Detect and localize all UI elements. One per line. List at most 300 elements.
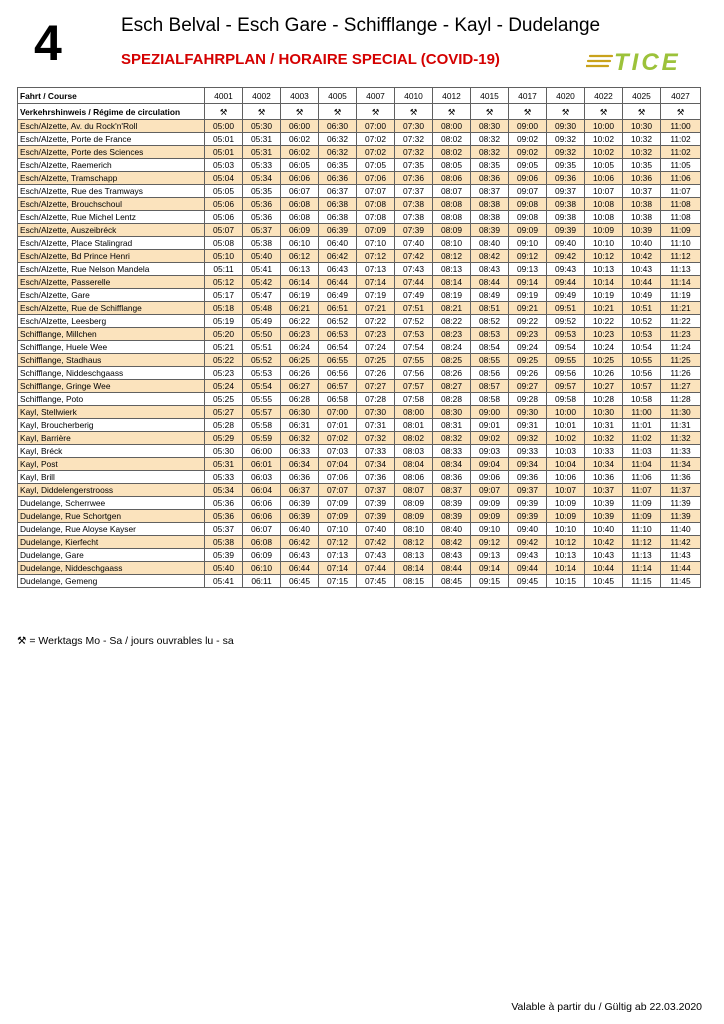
departure-time: 05:38 <box>205 536 243 549</box>
stop-row <box>18 510 701 523</box>
departure-time: 08:42 <box>433 536 471 549</box>
departure-time: 07:39 <box>357 510 395 523</box>
departure-time: 10:01 <box>547 419 585 432</box>
departure-time: 05:31 <box>243 146 281 159</box>
stop-row <box>18 458 701 471</box>
departure-time: 08:06 <box>433 172 471 185</box>
departure-time: 06:08 <box>243 536 281 549</box>
stop-row <box>18 211 701 224</box>
hammer-pick-icon: ⚒ <box>17 635 27 647</box>
departure-time: 06:01 <box>243 458 281 471</box>
departure-time: 05:29 <box>205 432 243 445</box>
departure-time: 08:36 <box>433 471 471 484</box>
departure-time: 06:32 <box>281 432 319 445</box>
departure-time: 07:02 <box>319 432 357 445</box>
departure-time: 09:28 <box>509 393 547 406</box>
stop-name: Esch/Alzette, Tramschapp <box>18 172 205 185</box>
departure-time: 07:32 <box>357 432 395 445</box>
departure-time: 11:07 <box>623 484 661 497</box>
departure-time: 06:44 <box>319 276 357 289</box>
departure-time: 05:20 <box>205 328 243 341</box>
departure-time: 10:57 <box>623 380 661 393</box>
departure-time: 09:13 <box>471 549 509 562</box>
departure-time: 05:30 <box>205 445 243 458</box>
departure-time: 07:44 <box>395 276 433 289</box>
departure-time: 09:55 <box>547 354 585 367</box>
departure-time: 08:44 <box>433 562 471 575</box>
departure-time: 05:36 <box>243 211 281 224</box>
departure-time: 07:23 <box>357 328 395 341</box>
departure-time: 09:27 <box>509 380 547 393</box>
departure-time: 08:14 <box>433 276 471 289</box>
departure-time: 10:44 <box>585 562 623 575</box>
stop-name: Dudelange, Kierfecht <box>18 536 205 549</box>
departure-time: 07:14 <box>319 562 357 575</box>
departure-time: 05:40 <box>243 250 281 263</box>
stop-name: Dudelange, Niddeschgaass <box>18 562 205 575</box>
stop-row <box>18 367 701 380</box>
hammer-pick-icon: ⚒ <box>395 104 433 120</box>
departure-time: 08:53 <box>471 328 509 341</box>
departure-time: 10:37 <box>623 185 661 198</box>
departure-time: 08:12 <box>433 250 471 263</box>
departure-time: 07:32 <box>395 146 433 159</box>
departure-time: 07:36 <box>395 172 433 185</box>
departure-time: 05:35 <box>243 185 281 198</box>
departure-time: 06:34 <box>281 458 319 471</box>
departure-time: 06:43 <box>319 263 357 276</box>
departure-time: 05:39 <box>205 549 243 562</box>
departure-time: 08:00 <box>395 406 433 419</box>
departure-time: 06:23 <box>281 328 319 341</box>
departure-time: 08:07 <box>433 185 471 198</box>
departure-time: 07:05 <box>357 159 395 172</box>
departure-time: 11:30 <box>661 406 701 419</box>
departure-time: 10:13 <box>585 263 623 276</box>
departure-time: 10:25 <box>585 354 623 367</box>
departure-time: 10:03 <box>547 445 585 458</box>
departure-time: 07:42 <box>395 250 433 263</box>
departure-time: 06:00 <box>281 120 319 133</box>
stop-row <box>18 562 701 575</box>
departure-time: 10:24 <box>585 341 623 354</box>
departure-time: 06:07 <box>243 523 281 536</box>
departure-time: 07:49 <box>395 289 433 302</box>
departure-time: 09:26 <box>509 367 547 380</box>
departure-time: 11:13 <box>623 549 661 562</box>
trip-number: 4010 <box>395 88 433 104</box>
departure-time: 09:36 <box>509 471 547 484</box>
departure-time: 07:04 <box>319 458 357 471</box>
departure-time: 07:58 <box>395 393 433 406</box>
departure-time: 09:52 <box>547 315 585 328</box>
departure-time: 11:33 <box>661 445 701 458</box>
departure-time: 07:00 <box>319 406 357 419</box>
departure-time: 05:19 <box>205 315 243 328</box>
departure-time: 08:08 <box>433 211 471 224</box>
departure-time: 08:56 <box>471 367 509 380</box>
departure-time: 08:05 <box>433 159 471 172</box>
departure-time: 07:12 <box>319 536 357 549</box>
departure-time: 08:03 <box>395 445 433 458</box>
departure-time: 05:52 <box>243 354 281 367</box>
stop-name: Dudelange, Gare <box>18 549 205 562</box>
departure-time: 05:59 <box>243 432 281 445</box>
departure-time: 10:38 <box>623 211 661 224</box>
stop-name: Esch/Alzette, Av. du Rock'n'Roll <box>18 120 205 133</box>
departure-time: 07:40 <box>395 237 433 250</box>
departure-time: 09:38 <box>547 198 585 211</box>
stop-name: Esch/Alzette, Rue Michel Lentz <box>18 211 205 224</box>
departure-time: 06:39 <box>281 497 319 510</box>
departure-time: 10:33 <box>585 445 623 458</box>
tice-logo-text: TICE <box>614 49 681 75</box>
departure-time: 05:01 <box>205 146 243 159</box>
stop-name: Kayl, Brill <box>18 471 205 484</box>
line-number: 4 <box>34 15 62 71</box>
departure-time: 08:02 <box>395 432 433 445</box>
trip-number: 4022 <box>585 88 623 104</box>
stop-row <box>18 120 701 133</box>
hammer-pick-icon: ⚒ <box>661 104 701 120</box>
departure-time: 09:02 <box>471 432 509 445</box>
departure-time: 07:35 <box>395 159 433 172</box>
hammer-pick-icon: ⚒ <box>281 104 319 120</box>
departure-time: 10:55 <box>623 354 661 367</box>
departure-time: 09:23 <box>509 328 547 341</box>
departure-time: 08:09 <box>433 224 471 237</box>
stop-name: Schifflange, Gringe Wee <box>18 380 205 393</box>
departure-time: 09:05 <box>509 159 547 172</box>
departure-time: 09:09 <box>471 497 509 510</box>
departure-time: 06:11 <box>243 575 281 588</box>
departure-time: 10:38 <box>623 198 661 211</box>
departure-time: 10:02 <box>585 133 623 146</box>
departure-time: 08:04 <box>395 458 433 471</box>
departure-time: 07:14 <box>357 276 395 289</box>
departure-time: 05:06 <box>205 198 243 211</box>
departure-time: 05:18 <box>205 302 243 315</box>
departure-time: 06:57 <box>319 380 357 393</box>
departure-time: 10:53 <box>623 328 661 341</box>
departure-time: 11:36 <box>661 471 701 484</box>
stop-name: Esch/Alzette, Brouchschoul <box>18 198 205 211</box>
departure-time: 06:40 <box>319 237 357 250</box>
departure-time: 09:02 <box>509 146 547 159</box>
tice-logo-speed-lines <box>586 56 612 66</box>
stop-name: Kayl, Barrière <box>18 432 205 445</box>
departure-time: 07:34 <box>357 458 395 471</box>
stop-name: Esch/Alzette, Raemerich <box>18 159 205 172</box>
departure-time: 09:44 <box>547 276 585 289</box>
departure-time: 09:49 <box>547 289 585 302</box>
departure-time: 07:30 <box>395 120 433 133</box>
departure-time: 08:45 <box>433 575 471 588</box>
departure-time: 05:25 <box>205 393 243 406</box>
departure-time: 10:09 <box>547 497 585 510</box>
departure-time: 07:13 <box>357 263 395 276</box>
departure-time: 09:44 <box>509 562 547 575</box>
departure-time: 08:10 <box>395 523 433 536</box>
departure-time: 10:32 <box>585 432 623 445</box>
departure-time: 10:08 <box>585 198 623 211</box>
departure-time: 06:06 <box>281 172 319 185</box>
departure-time: 10:06 <box>585 172 623 185</box>
departure-time: 09:12 <box>509 250 547 263</box>
departure-time: 07:10 <box>357 237 395 250</box>
stop-row <box>18 250 701 263</box>
departure-time: 11:37 <box>661 484 701 497</box>
stop-name: Esch/Alzette, Leesberg <box>18 315 205 328</box>
departure-time: 09:01 <box>471 419 509 432</box>
departure-time: 06:38 <box>319 198 357 211</box>
departure-time: 06:10 <box>243 562 281 575</box>
departure-time: 08:09 <box>395 497 433 510</box>
stop-row <box>18 575 701 588</box>
timetable <box>17 87 701 588</box>
departure-time: 11:02 <box>661 146 701 159</box>
departure-time: 07:38 <box>395 211 433 224</box>
departure-time: 10:30 <box>623 120 661 133</box>
stop-row <box>18 146 701 159</box>
departure-time: 08:37 <box>433 484 471 497</box>
departure-time: 08:58 <box>471 393 509 406</box>
stop-row <box>18 406 701 419</box>
hammer-pick-icon: ⚒ <box>585 104 623 120</box>
departure-time: 10:00 <box>547 406 585 419</box>
departure-time: 09:19 <box>509 289 547 302</box>
departure-time: 05:49 <box>243 315 281 328</box>
departure-time: 05:04 <box>205 172 243 185</box>
departure-time: 08:39 <box>471 224 509 237</box>
stop-name: Schifflange, Niddeschgaass <box>18 367 205 380</box>
departure-time: 06:30 <box>281 406 319 419</box>
departure-time: 08:28 <box>433 393 471 406</box>
departure-time: 10:36 <box>585 471 623 484</box>
departure-time: 10:15 <box>547 575 585 588</box>
departure-time: 06:40 <box>281 523 319 536</box>
departure-time: 09:00 <box>509 120 547 133</box>
departure-time: 08:40 <box>433 523 471 536</box>
departure-time: 10:52 <box>623 315 661 328</box>
trip-header-label: Fahrt / Course <box>18 88 205 104</box>
hammer-pick-icon: ⚒ <box>357 104 395 120</box>
departure-time: 11:10 <box>661 237 701 250</box>
departure-time: 08:39 <box>433 510 471 523</box>
departure-time: 05:36 <box>243 198 281 211</box>
departure-time: 08:09 <box>395 510 433 523</box>
stop-name: Schifflange, Stadhaus <box>18 354 205 367</box>
departure-time: 06:39 <box>281 510 319 523</box>
trip-number: 4012 <box>433 88 471 104</box>
departure-time: 05:28 <box>205 419 243 432</box>
departure-time: 09:32 <box>547 146 585 159</box>
departure-time: 08:13 <box>433 263 471 276</box>
stop-name: Dudelange, Gemeng <box>18 575 205 588</box>
departure-time: 11:10 <box>623 523 661 536</box>
departure-time: 05:51 <box>243 341 281 354</box>
departure-time: 05:50 <box>243 328 281 341</box>
departure-time: 09:51 <box>547 302 585 315</box>
departure-time: 11:12 <box>661 250 701 263</box>
departure-time: 10:40 <box>585 523 623 536</box>
departure-time: 05:31 <box>243 133 281 146</box>
stop-name: Esch/Alzette, Rue des Tramways <box>18 185 205 198</box>
departure-time: 11:42 <box>661 536 701 549</box>
departure-time: 11:28 <box>661 393 701 406</box>
departure-time: 07:07 <box>319 484 357 497</box>
departure-time: 05:21 <box>205 341 243 354</box>
departure-time: 06:02 <box>281 133 319 146</box>
departure-time: 08:07 <box>395 484 433 497</box>
stop-name: Esch/Alzette, Auszeibréck <box>18 224 205 237</box>
departure-time: 10:31 <box>585 419 623 432</box>
departure-time: 09:06 <box>509 172 547 185</box>
departure-time: 06:58 <box>319 393 357 406</box>
departure-time: 11:21 <box>661 302 701 315</box>
hammer-pick-icon: ⚒ <box>319 104 357 120</box>
departure-time: 10:56 <box>623 367 661 380</box>
departure-time: 09:38 <box>547 211 585 224</box>
departure-time: 08:32 <box>471 146 509 159</box>
departure-time: 06:21 <box>281 302 319 315</box>
departure-time: 08:21 <box>433 302 471 315</box>
departure-time: 11:39 <box>661 497 701 510</box>
trip-number: 4027 <box>661 88 701 104</box>
departure-time: 11:08 <box>661 211 701 224</box>
departure-time: 11:15 <box>623 575 661 588</box>
departure-time: 11:12 <box>623 536 661 549</box>
departure-time: 07:09 <box>319 510 357 523</box>
departure-time: 08:34 <box>433 458 471 471</box>
departure-time: 06:07 <box>281 185 319 198</box>
departure-time: 08:38 <box>471 198 509 211</box>
departure-time: 07:06 <box>319 471 357 484</box>
departure-time: 10:37 <box>585 484 623 497</box>
departure-time: 09:14 <box>471 562 509 575</box>
stop-row <box>18 276 701 289</box>
departure-time: 06:55 <box>319 354 357 367</box>
departure-time: 09:21 <box>509 302 547 315</box>
departure-time: 05:40 <box>205 562 243 575</box>
departure-time: 10:51 <box>623 302 661 315</box>
departure-time: 05:06 <box>205 211 243 224</box>
stop-name: Esch/Alzette, Gare <box>18 289 205 302</box>
departure-time: 10:42 <box>585 536 623 549</box>
stop-row <box>18 419 701 432</box>
departure-time: 10:05 <box>585 159 623 172</box>
departure-time: 10:30 <box>585 406 623 419</box>
trip-header-row <box>18 88 701 104</box>
departure-time: 06:02 <box>281 146 319 159</box>
departure-time: 08:22 <box>433 315 471 328</box>
departure-time: 11:03 <box>623 445 661 458</box>
departure-time: 05:11 <box>205 263 243 276</box>
departure-time: 05:34 <box>243 172 281 185</box>
departure-time: 07:44 <box>357 562 395 575</box>
departure-time: 06:38 <box>319 211 357 224</box>
departure-time: 11:14 <box>661 276 701 289</box>
departure-time: 10:21 <box>585 302 623 315</box>
departure-time: 10:44 <box>623 276 661 289</box>
departure-time: 10:42 <box>623 250 661 263</box>
departure-time: 07:08 <box>357 198 395 211</box>
departure-time: 08:38 <box>471 211 509 224</box>
departure-time: 07:43 <box>395 263 433 276</box>
stop-row <box>18 549 701 562</box>
departure-time: 06:09 <box>281 224 319 237</box>
departure-time: 05:37 <box>243 224 281 237</box>
departure-time: 06:22 <box>281 315 319 328</box>
departure-time: 11:34 <box>661 458 701 471</box>
departure-time: 09:36 <box>547 172 585 185</box>
departure-time: 08:55 <box>471 354 509 367</box>
departure-time: 11:02 <box>623 432 661 445</box>
departure-time: 06:42 <box>319 250 357 263</box>
stop-row <box>18 328 701 341</box>
departure-time: 07:52 <box>395 315 433 328</box>
departure-time: 07:43 <box>357 549 395 562</box>
stop-name: Schifflange, Huele Wee <box>18 341 205 354</box>
departure-time: 08:02 <box>433 133 471 146</box>
departure-time: 09:04 <box>471 458 509 471</box>
stop-row <box>18 315 701 328</box>
stop-row <box>18 445 701 458</box>
departure-time: 07:30 <box>357 406 395 419</box>
departure-time: 11:25 <box>661 354 701 367</box>
route-title: Esch Belval - Esch Gare - Schifflange - Kayl - Dudelange <box>121 15 601 36</box>
departure-time: 06:44 <box>281 562 319 575</box>
departure-time: 10:09 <box>585 224 623 237</box>
departure-time: 11:07 <box>661 185 701 198</box>
tice-logo <box>586 45 706 75</box>
departure-time: 09:43 <box>547 263 585 276</box>
stop-row <box>18 484 701 497</box>
validity-date: Valable à partir du / Gültig ab 22.03.2020 <box>511 1001 702 1013</box>
stop-name: Dudelange, Rue Schortgen <box>18 510 205 523</box>
departure-time: 08:08 <box>433 198 471 211</box>
departure-time: 09:57 <box>547 380 585 393</box>
trip-number: 4017 <box>509 88 547 104</box>
departure-time: 07:03 <box>319 445 357 458</box>
departure-time: 09:25 <box>509 354 547 367</box>
departure-time: 11:44 <box>661 562 701 575</box>
departure-time: 07:12 <box>357 250 395 263</box>
stop-row <box>18 341 701 354</box>
departure-time: 05:07 <box>205 224 243 237</box>
departure-time: 06:37 <box>281 484 319 497</box>
departure-time: 10:07 <box>547 484 585 497</box>
stop-row <box>18 380 701 393</box>
departure-time: 05:36 <box>205 510 243 523</box>
departure-time: 05:24 <box>205 380 243 393</box>
departure-time: 06:32 <box>319 133 357 146</box>
departure-time: 10:26 <box>585 367 623 380</box>
departure-time: 05:48 <box>243 302 281 315</box>
departure-time: 08:25 <box>433 354 471 367</box>
departure-time: 06:12 <box>281 250 319 263</box>
departure-time: 10:39 <box>585 497 623 510</box>
departure-time: 08:43 <box>433 549 471 562</box>
departure-time: 11:13 <box>661 263 701 276</box>
departure-time: 08:24 <box>433 341 471 354</box>
departure-time: 08:36 <box>471 172 509 185</box>
departure-time: 11:23 <box>661 328 701 341</box>
departure-time: 07:54 <box>395 341 433 354</box>
departure-time: 05:33 <box>205 471 243 484</box>
departure-time: 05:58 <box>243 419 281 432</box>
departure-time: 09:32 <box>509 432 547 445</box>
